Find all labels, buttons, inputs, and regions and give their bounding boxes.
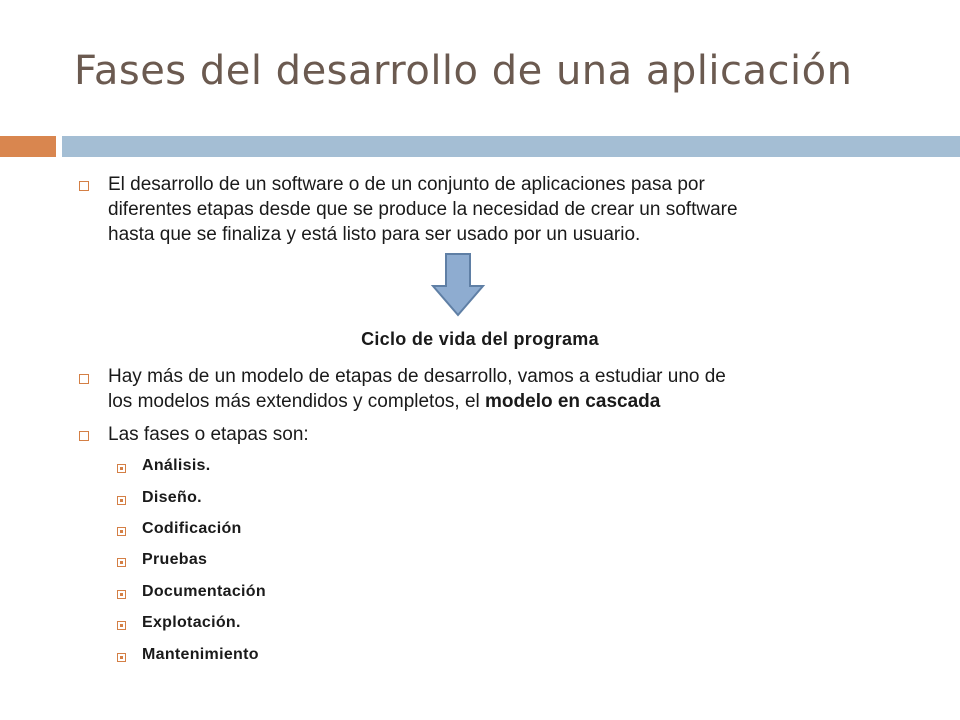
sub-bullet-marker	[117, 527, 126, 536]
sub-bullet-marker	[117, 464, 126, 473]
phase-item: Análisis.	[142, 457, 211, 474]
models-paragraph	[108, 364, 908, 414]
bullet-marker	[79, 431, 89, 441]
phase-item: Codificación	[142, 520, 242, 537]
intro-line-1: El desarrollo de un software o de un conjunto de aplicaciones pasa por	[108, 174, 705, 195]
phases-intro: Las fases o etapas son:	[108, 424, 309, 445]
lifecycle-heading: Ciclo de vida del programa	[361, 329, 599, 349]
sub-bullet-marker	[117, 621, 126, 630]
phase-item: Documentación	[142, 583, 266, 600]
sub-bullet-marker	[117, 653, 126, 662]
bullet-marker	[79, 374, 89, 384]
intro-line-3: hasta que se finaliza y está listo para ser usado por un usuario.	[108, 224, 641, 245]
models-line-2: los modelos más extendidos y completos, el modelo en cascada	[108, 391, 661, 412]
cascade-model-term: modelo en cascada	[485, 391, 661, 412]
phase-item: Mantenimiento	[142, 646, 259, 663]
sub-bullet-marker	[117, 496, 126, 505]
phase-item: Diseño.	[142, 489, 202, 506]
intro-line-2: diferentes etapas desde que se produce la necesidad de crear un software	[108, 199, 738, 220]
down-arrow-icon	[430, 252, 486, 318]
sub-bullet-marker	[117, 590, 126, 599]
bullet-marker	[79, 181, 89, 191]
sub-bullet-marker	[117, 558, 126, 567]
intro-paragraph	[108, 172, 908, 247]
phase-item: Explotación.	[142, 614, 241, 631]
slide-title: Fases del desarrollo de una aplicación	[74, 48, 853, 94]
phase-item: Pruebas	[142, 551, 208, 568]
models-line-1: Hay más de un modelo de etapas de desarrollo, vamos a estudiar uno de	[108, 366, 726, 387]
